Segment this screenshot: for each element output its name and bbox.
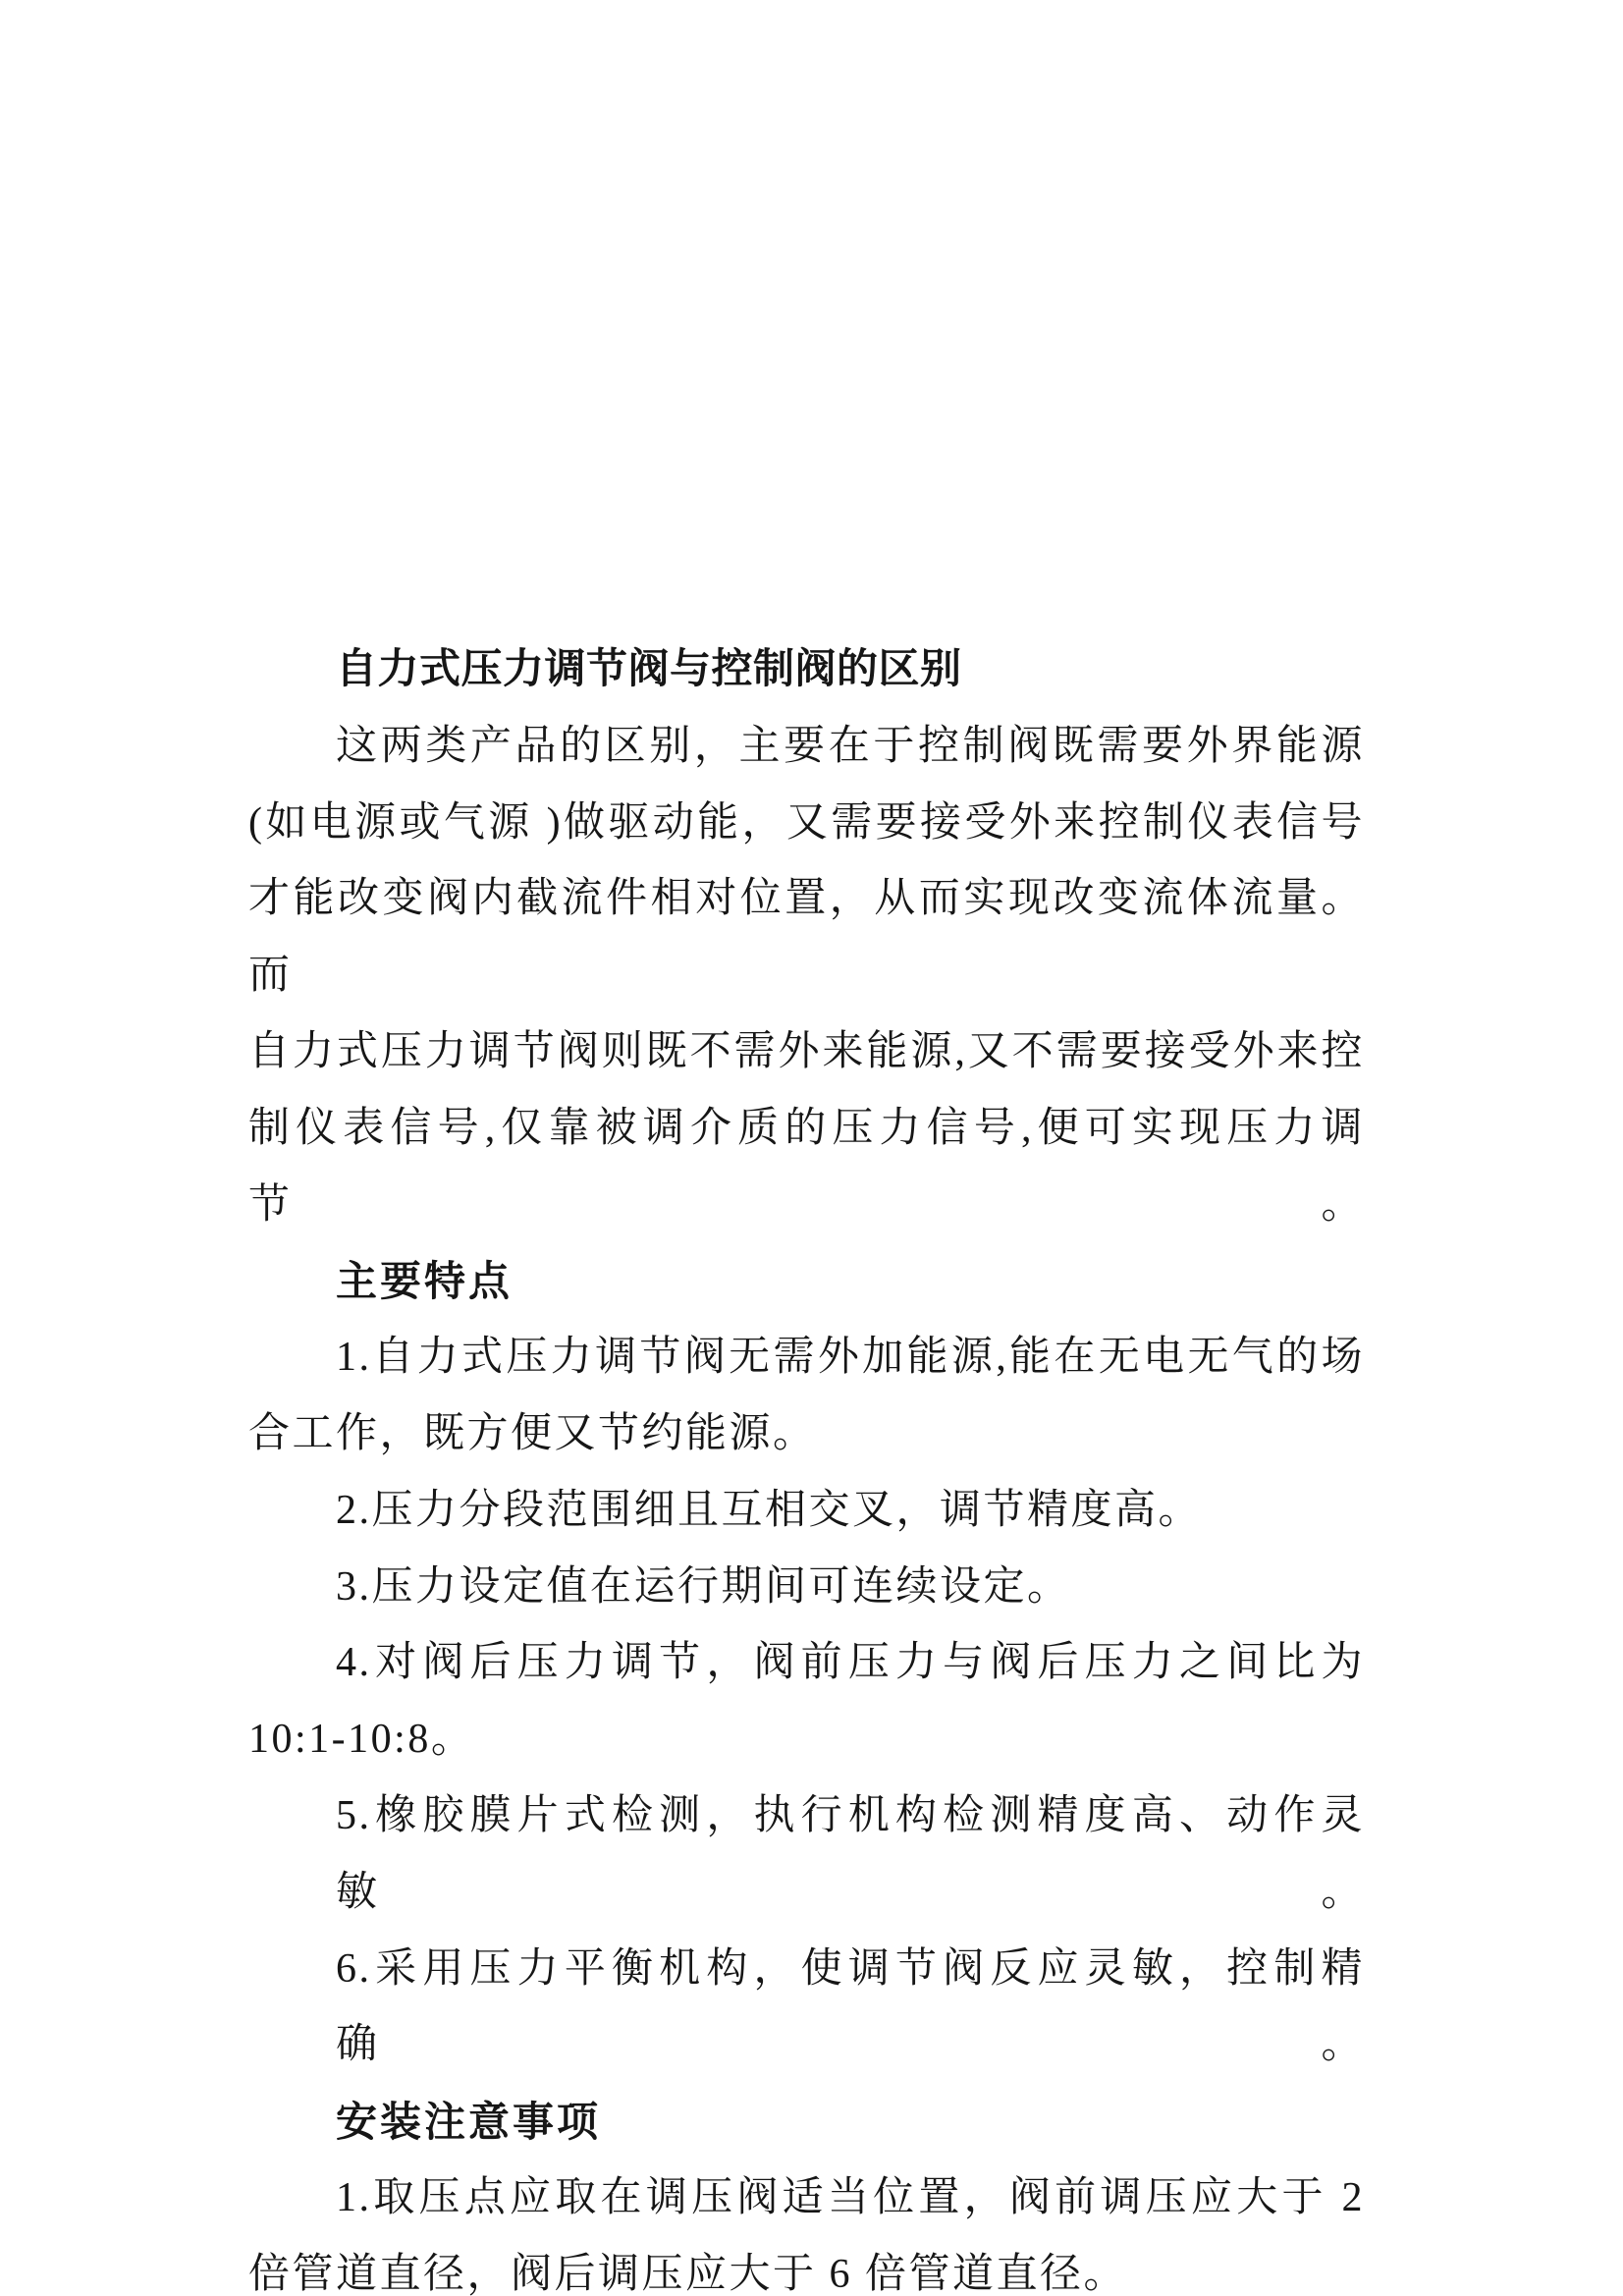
- feature-item-4-ratio-line: 10:1-10:8。: [248, 1717, 475, 1763]
- section-heading-main-features: 主要特点: [336, 1258, 514, 1305]
- paragraph-line: (如电源或气源 )做驱动能，又需要接受外来控制仪表信号: [248, 799, 1365, 846]
- paragraph-line: 这两类产品的区别，主要在于控制阀既需要外界能源: [336, 723, 1365, 769]
- install-note-1-line: 倍管道直径，阀后调压应大于 6 倍管道直径。: [248, 2251, 1128, 2296]
- paragraph-line: 自力式压力调节阀则既不需外来能源,又不需要接受外来控: [248, 1028, 1365, 1074]
- install-note-1-line: 1.取压点应取在调压阀适当位置，阀前调压应大于 2: [336, 2174, 1365, 2220]
- feature-item-6-line: 6.采用压力平衡机构，使调节阀反应灵敏，控制精确。: [336, 1945, 1365, 2068]
- document-body: [248, 632, 1365, 2296]
- paragraph-line: 才能改变阀内截流件相对位置，从而实现改变流体流量。而: [248, 876, 1365, 999]
- feature-item-4-line: 4.对阀后压力调节，阀前压力与阀后压力之间比为: [336, 1640, 1365, 1686]
- feature-item-2-line: 2.压力分段范围细且互相交叉，调节精度高。: [336, 1487, 1203, 1533]
- doc-title: 自力式压力调节阀与控制阀的区别: [336, 647, 962, 692]
- feature-item-1-line: 合工作，既方便又节约能源。: [248, 1410, 817, 1456]
- feature-item-5-line: 5.橡胶膜片式检测，执行机构检测精度高、动作灵敏。: [336, 1792, 1365, 1915]
- paragraph-line: 制仪表信号,仅靠被调介质的压力信号,便可实现压力调节。: [248, 1105, 1365, 1228]
- feature-item-1-line: 1.自力式压力调节阀无需外加能源,能在无电无气的场: [336, 1335, 1365, 1381]
- feature-item-3-line: 3.压力设定值在运行期间可连续设定。: [336, 1563, 1071, 1610]
- section-heading-installation-notes: 安装注意事项: [336, 2099, 602, 2146]
